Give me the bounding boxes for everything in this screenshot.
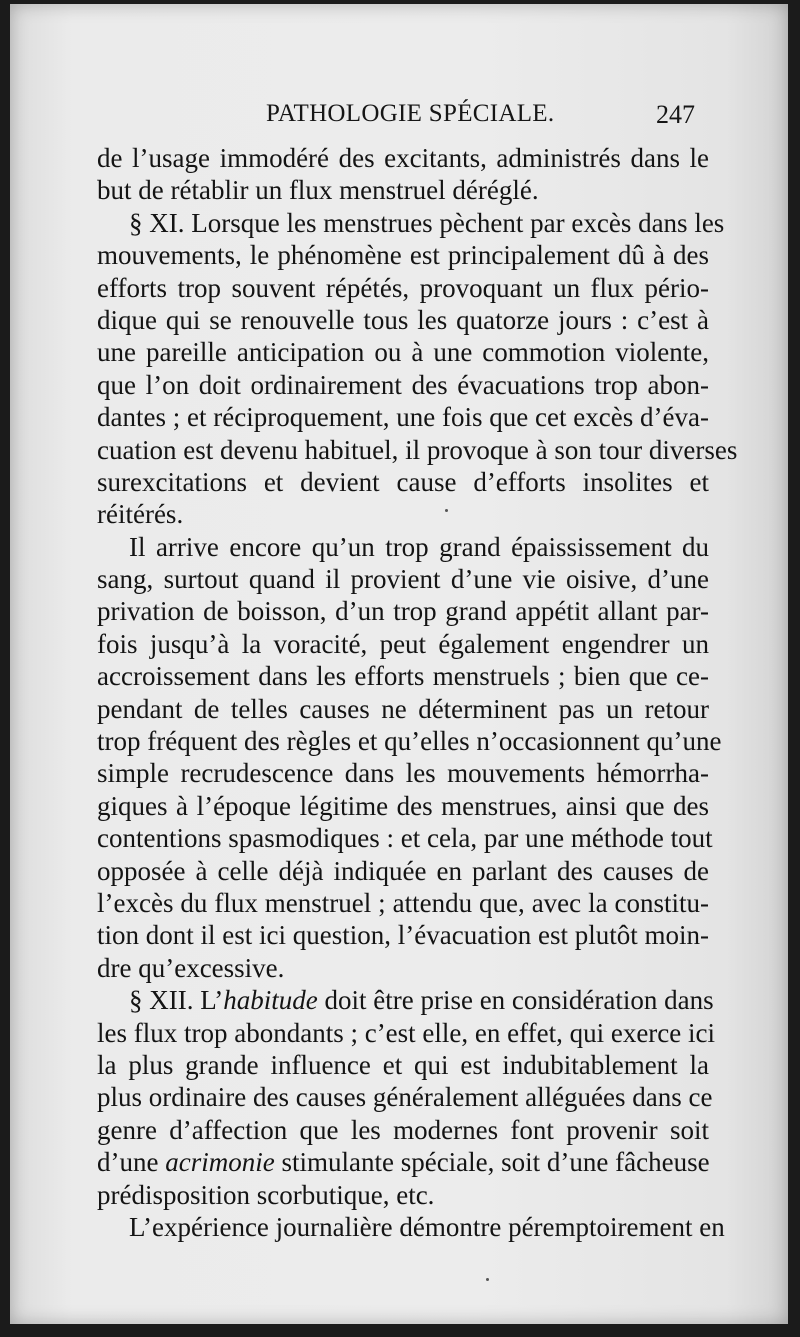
text-line: giques à l’époque légitime des menstrues, ainsi que des [97, 790, 709, 821]
text-line: accroissement dans les efforts menstruels ; bien que ce- [97, 661, 709, 692]
text-line: que l’on doit ordinairement des évacuations trop abon- [97, 369, 709, 400]
text-line: les flux trop abondants ; c’est elle, en effet, qui exerce ici [97, 1017, 716, 1048]
text-line: une pareille anticipation ou à une commotion violente, [97, 337, 709, 368]
text-line: dique qui se renouvelle tous les quatorze jours : c’est à [97, 304, 709, 335]
text-line: efforts trop souvent répétés, provoquant un flux pério- [97, 272, 709, 303]
text-line: l’excès du flux menstruel ; attendu que, avec la constitu- [97, 887, 709, 918]
text-line: dre qu’excessive. [97, 952, 285, 983]
line-text: doit être prise en considération dans [317, 985, 714, 1016]
page-number: 247 [656, 100, 695, 129]
ink-speck [445, 509, 448, 512]
book-page [10, 4, 788, 1324]
text-line: de l’usage immodéré des excitants, administrés dans le [97, 143, 709, 173]
text-line: surexcitations et devient cause d’efforts insolites et [97, 466, 709, 497]
text-line: tion dont il est ici question, l’évacuation est plutôt moin- [97, 920, 709, 951]
text-line [97, 1146, 709, 1178]
text-line: pendant de telles causes ne déterminent pas un retour [97, 693, 709, 724]
text-line: fois jusqu’à la voracité, peut également engendrer un [97, 628, 709, 659]
line-text: d’une [97, 1147, 166, 1178]
body-text [97, 142, 738, 1243]
text-line: genre d’affection que les modernes font provenir soit [97, 1114, 709, 1145]
text-line: contentions spasmodiques : et cela, par une méthode tout [97, 823, 713, 854]
line-text: stimulante spéciale, soit d’une fâcheuse [274, 1147, 710, 1178]
text-line: privation de boisson, d’un trop grand appétit allant par- [97, 596, 709, 627]
text-line: Il arrive encore qu’un trop grand épaississement du [129, 531, 709, 562]
text-line: mouvements, le phénomène est principalement dû à des [97, 240, 709, 271]
text-line: § XI. Lorsque les menstrues pèchent par excès dans les [129, 207, 725, 238]
ink-speck [486, 1278, 489, 1281]
text-line: réitérés. [97, 499, 184, 530]
text-line: trop fréquent des règles et qu’elles n’occasionnent qu’une [97, 726, 722, 757]
text-line: cuation est devenu habituel, il provoque à son tour diverses [97, 434, 738, 465]
text-line: plus ordinaire des causes généralement alléguées dans ce [97, 1082, 713, 1113]
text-line: sang, surtout quand il provient d’une vie oisive, d’une [97, 564, 709, 595]
line-text: § XII. L’ [129, 985, 224, 1016]
italic-term: acrimonie [165, 1147, 275, 1178]
page-header [10, 100, 788, 136]
text-line: prédisposition scorbutique, etc. [97, 1179, 435, 1210]
text-line: L’expérience journalière démontre péremptoirement en [129, 1211, 725, 1242]
running-head: PATHOLOGIE SPÉCIALE. [266, 100, 555, 127]
text-line: opposée à celle déjà indiquée en parlant des causes de [97, 855, 709, 886]
italic-term: habitude [223, 985, 318, 1016]
text-line: la plus grande influence et qui est indubitablement la [97, 1049, 709, 1080]
text-line: dantes ; et réciproquement, une fois que cet excès d’éva- [97, 402, 709, 433]
text-line [97, 984, 714, 1016]
text-line: but de rétablir un flux menstruel déréglé. [97, 175, 539, 206]
text-line: simple recrudescence dans les mouvements hémorrha- [97, 758, 709, 789]
